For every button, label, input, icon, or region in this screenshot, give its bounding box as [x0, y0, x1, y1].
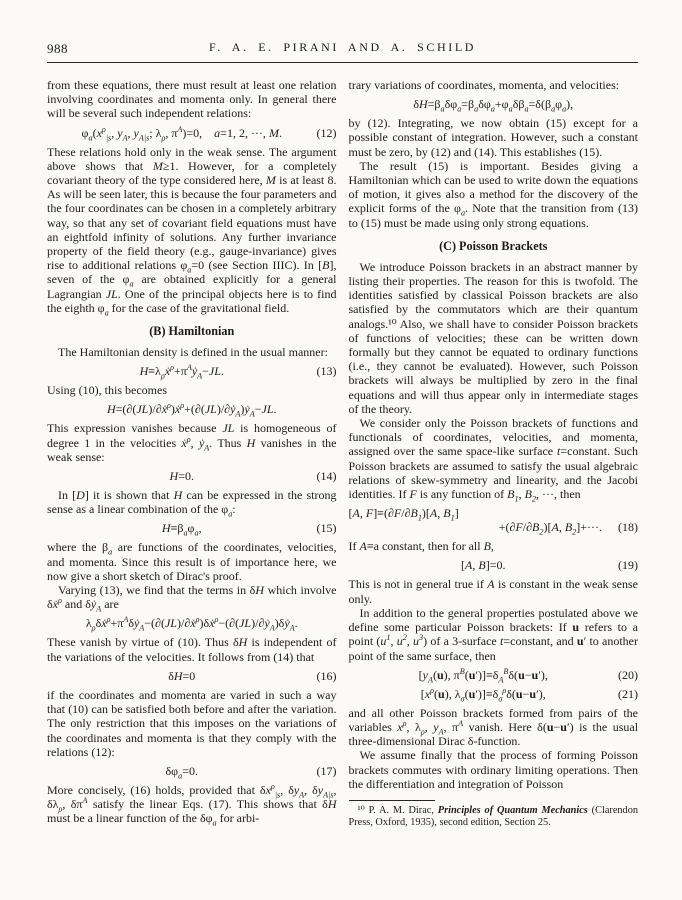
equation: [47, 469, 337, 483]
paragraph: More concisely, (16) holds, provided that $\delta x^\rho_{|s}$, $\delta y_A$, $\delta y_{A|s}$, $\delta\lambda_\rho$, $\delta\pi^A$ satisfy the linear Eqs. (17). This shows that δH must be a linear function of the $\delta\varphi_a$ for arbi-: [47, 781, 337, 828]
footnote-rule: [349, 800, 435, 801]
equation: [47, 401, 337, 419]
equation: [47, 763, 337, 781]
paragraph: Varying (13), we find that the terms in δH which involve δẋ$^\rho$ and δẏ$_A$ are: [47, 583, 337, 614]
equation: [349, 558, 639, 572]
page-header: [47, 40, 638, 57]
equation-number: (21): [618, 686, 638, 701]
equation: [47, 126, 337, 140]
paragraph: These vanish by virtue of (10). Thus δH is independent of the variations of the velocities. It follows from (14) that: [47, 635, 337, 664]
equation-line: $+(\partial F/\partial B_2)[A$, $B_2]+\cdot\cdot\cdot$.: [498, 520, 602, 537]
equation-body: $\delta\varphi_a=0$.: [165, 763, 198, 781]
equation-body: [A, B]=0.: [461, 558, 506, 573]
paragraph: The Hamiltonian density is defined in the usual manner:: [58, 345, 328, 360]
left-column: [47, 78, 337, 830]
section-heading: (B) Hamiltonian: [149, 324, 235, 339]
equation-number: (19): [618, 558, 638, 573]
equation-number: (14): [316, 469, 337, 484]
paragraph: from these equations, there must result at least one relation involving coordinates and momenta only. In general there will be several such independent relations:: [47, 78, 337, 121]
equation-body: $H\equiv\beta_a\varphi_a$,: [161, 521, 202, 538]
paragraph: In addition to the general properties postulated above we define some particular Poisson brackets: If u refers to a point ($u^1$, $u^2$, $u^3$) of a 3-surface t=constant, and u′ to another point of the same surface, then: [348, 605, 638, 663]
paragraph: Using (10), this becomes: [47, 383, 167, 398]
two-column-body: [47, 78, 638, 830]
right-column: [349, 78, 639, 830]
equation: [348, 506, 639, 537]
equation-body: $\varphi_a(x^\rho_{|s}$, $y_A$, $y_{A|s}$; $\lambda_\rho$, $\pi^A)=0$, a=1, 2, ···, M.: [81, 124, 282, 142]
page-number: 988: [47, 41, 68, 56]
equation-number: (16): [316, 668, 337, 683]
equation-body: [$y_A(u)$, $\pi^B(u')]\equiv\delta_A^B\delta(u-u')$,: [418, 666, 548, 685]
paragraph: where the $\beta_a$ are functions of the coordinates, velocities, and momenta. Since this result is of importance here, we now give a short sketch of Dirac's proof.: [47, 540, 337, 583]
equation-number: (20): [618, 667, 638, 682]
paragraph: by (12). Integrating, we now obtain (15) except for a possible constant of integration. However, such a constant must be zero, by (12) and (14). This establishes (15).: [348, 116, 638, 159]
equation: [47, 521, 337, 538]
equation: [47, 669, 337, 683]
footnote: ¹⁰ P. A. M. Dirac, Principles of Quantum Mechanics (Clarendon Press, Oxford, 1935), second edition, Section 25.: [348, 804, 638, 829]
equation-body: $\delta H=\beta_a\delta\varphi_a=\beta_a\delta\varphi_a+\varphi_a\delta\beta_a=\delta(\beta_a\varphi_a)$,: [413, 97, 574, 114]
equation-body: δH=0: [168, 668, 196, 683]
equation-body: $\lambda_\rho\delta ẋ^\rho+\pi^A\delta ẏ_A-(\partial(JL)/\partial ẋ^\rho)\delta ẋ^\rho-(\partial(JL)/\partial ẏ_A)\delta ẏ_A$.: [85, 615, 298, 633]
equation: [349, 685, 639, 704]
equation-number: (12): [316, 125, 337, 140]
paragraph: In [D] it is shown that H can be expressed in the strong sense as a linear combination of the $\varphi_a$:: [47, 488, 337, 519]
paragraph: if the coordinates and momenta are varied in such a way that (10) can be satisfied both before and after the variation. The only restriction that this imposes on the variations of the coordinates and momenta is that they comply with the relations (12):: [47, 687, 337, 759]
equation: [47, 363, 337, 381]
paragraph: and all other Poisson brackets formed from pairs of the variables $x^\rho$, $\lambda_\rho$, $y_A$, $\pi^A$ vanish. Here δ(u−u′) is the usual three-dimensional Dirac δ-function.: [348, 705, 639, 749]
equation: [349, 97, 639, 114]
equation-body: $H\equiv\lambda_\rho ẋ^\rho+\pi^Aẏ_A-JL$.: [139, 363, 224, 381]
paragraph: This is not in general true if A is constant in the weak sense only.: [348, 577, 638, 606]
equation-body: H=(∂(JL)/∂ẋ$^\rho$)ẋ$^\rho$+(∂(JL)/∂ẏ$_A$)ẏ$_A$−JL.: [106, 401, 277, 419]
paragraph: The result (15) is important. Besides giving a Hamiltonian which can be used to write down the equations of motion, it gives also a method for the discovery of the explicit forms of the $\varphi_a$. Note that the transition from (13) to (15) must be made using only strong equations.: [348, 158, 638, 230]
paragraph: We consider only the Poisson brackets of functions and functionals of coordinates, velocities, and momenta, assigned over the same space-like surface t=constant. Such Poisson brackets are assumed to satisfy the usual algebraic relations of skew-symmetry and linearity, and the Jacobi identities. If F is any function of $B_1$, $B_2$, ···, then: [348, 416, 638, 504]
equation-number: (17): [316, 763, 337, 778]
equation: [349, 666, 639, 685]
equation-body: [$x^\rho(u)$, $\lambda_\sigma(u')]\equiv\delta_\sigma^\rho\delta(u-u')$,: [420, 685, 546, 704]
equation-line: [A, $F]\equiv(\partial F/\partial B_1)[A$, $B_1$]: [348, 506, 459, 523]
paragraph: We assume finally that the process of forming Poisson brackets commutes with ordinary limiting operations. Then the differentiation and integration of Poisson: [348, 748, 638, 791]
paragraph: If A≡a constant, then for all B,: [348, 539, 494, 554]
equation-body: [348, 506, 619, 537]
header-rule: [47, 62, 638, 63]
paragraph: trary variations of coordinates, momenta, and velocities:: [348, 78, 620, 92]
equation: [47, 615, 337, 633]
equation-number: (13): [316, 364, 337, 379]
paragraph: These relations hold only in the weak sense. The argument above shows that M≥1. However, for a completely covariant theory of the type considered here, M is at least 8. As will be seen later, this is because the four parameters and the four coordinates can be chosen in a completely arbitrary way, so that any set of covariant field equations must have an eightfold infinity of solutions. Any further invariance property of the field theory (e.g., gauge-invariance) gives rise to additional relations $\varphi_a=0$ (see Section IIIC). In [B], seven of the $\varphi_a$ are obtained explicitly for a general Lagrangian JL. One of the principal objects here is to find the eighth $\varphi_a$ for the case of the gravitational field.: [47, 144, 337, 318]
paragraph: This expression vanishes because JL is homogeneous of degree 1 in the velocities ẋ$^\rho$, ẏ$_A$. Thus H vanishes in the weak sense:: [47, 421, 337, 464]
equation-number: (18): [618, 520, 638, 535]
section-heading: (C) Poisson Brackets: [439, 238, 548, 253]
equation-body: H=0.: [169, 469, 194, 484]
equation-number: (15): [316, 521, 337, 536]
running-head: F. A. E. PIRANI AND A. SCHILD: [208, 40, 477, 54]
paragraph: We introduce Poisson brackets in an abstract manner by listing their properties. The reason for this is twofold. The identities satisfied by classical Poisson brackets are also satisfied by the commutators which are their quantum analogs.¹⁰ Also, we shall have to consider Poisson brackets of functions of velocities; these can be written down formally but they cannot be equated to ordinary functions (i.e., they cannot be evaluated). However, such Poisson brackets will always be multiplied by zero in the final equations and will thus appear only in intermediate stages of the theory.: [348, 259, 638, 416]
